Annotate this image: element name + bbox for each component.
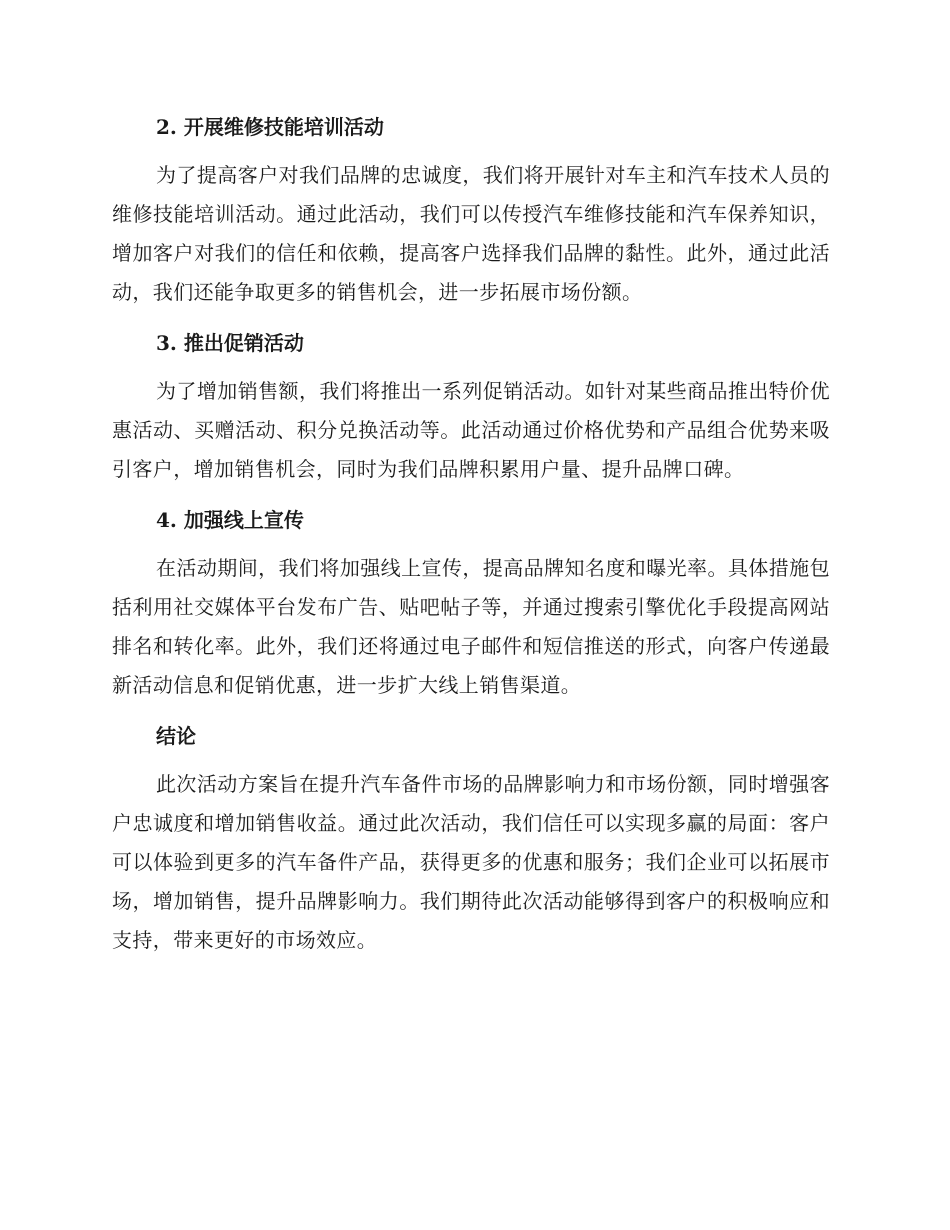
section-heading-training: 2. 开展维修技能培训活动 xyxy=(156,115,384,139)
section-body-online: 在活动期间，我们将加强线上宣传，提高品牌知名度和曝光率。具体措施包括利用社交媒体平台发布广告、贴吧帖子等，并通过搜索引擎优化手段提高网站排名和转化率。此外，我们还将通过电子邮件和短信推送的形式，向客户传递最新活动信息和促销优惠，进一步扩大线上销售渠道。 xyxy=(112,556,830,697)
section-heading-online: 4. 加强线上宣传 xyxy=(156,508,304,532)
section-body-promotion: 为了增加销售额，我们将推出一系列促销活动。如针对某些商品推出特价优惠活动、买赠活动、积分兑换活动等。此活动通过价格优势和产品组合优势来吸引客户，增加销售机会，同时为我们品牌积累用户量、提升品牌口碑。 xyxy=(112,379,830,481)
section-body-training: 为了提高客户对我们品牌的忠诚度，我们将开展针对车主和汽车技术人员的维修技能培训活动。通过此活动，我们可以传授汽车维修技能和汽车保养知识，增加客户对我们的信任和依赖，提高客户选择我们品牌的黏性。此外，通过此活动，我们还能争取更多的销售机会，进一步拓展市场份额。 xyxy=(112,163,830,304)
section-body-conclusion: 此次活动方案旨在提升汽车备件市场的品牌影响力和市场份额，同时增强客户忠诚度和增加销售收益。通过此次活动，我们信任可以实现多赢的局面：客户可以体验到更多的汽车备件产品，获得更多的优惠和服务；我们企业可以拓展市场，增加销售，提升品牌影响力。我们期待此次活动能够得到客户的积极响应和支持，带来更好的市场效应。 xyxy=(112,772,830,952)
section-heading-conclusion: 结论 xyxy=(156,724,196,748)
section-heading-promotion: 3. 推出促销活动 xyxy=(156,331,304,355)
document-page xyxy=(112,108,830,972)
